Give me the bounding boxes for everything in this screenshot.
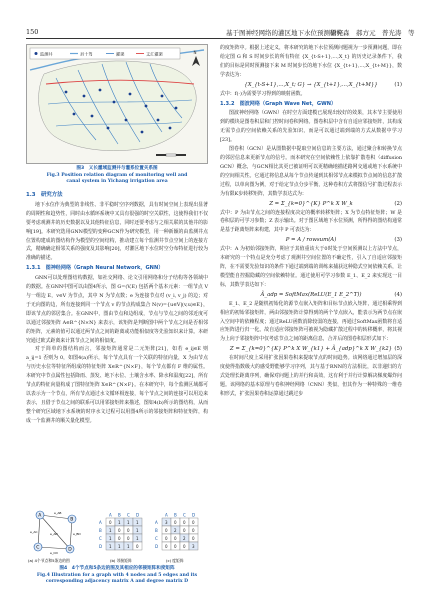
svg-text:N: N: [193, 50, 197, 55]
figure-3-caption: [26, 166, 208, 186]
degree-cell-value: 2: [174, 528, 177, 533]
node-a-label: A: [38, 513, 42, 519]
degree-col-header: D: [192, 512, 196, 518]
figure-4-caption: [26, 566, 208, 586]
adjacency-cell-value: 0: [127, 528, 130, 533]
adjacency-cell-value: 0: [118, 536, 121, 541]
degree-cell-value: 0: [174, 536, 177, 541]
adjacency-col-header: D: [136, 512, 140, 518]
edge-label-bd: e_BD: [73, 532, 81, 536]
adjacency-cell-value: 1: [136, 520, 139, 525]
degree-cell-value: 0: [165, 536, 168, 541]
right-paragraph-4: 式中：P 为由节点之间的连接程度决定的概率转移矩阵；X 为节点特征矩阵；W 是卷积层的可学习参数；Z 表示输出。对于图区域地下水位预测，所得得的图结构通常是基于距离矩阵来构建，其中 P 可表达为：: [220, 209, 402, 234]
degree-cell-value: 0: [165, 544, 168, 549]
degree-col-header: A: [165, 512, 168, 518]
equation-5-body: Z = Σ_{k=0}^{K} P^k X W_{k1} + Ã_{adp}^k X W_{k2}: [229, 346, 393, 353]
legend-well-icon: [35, 52, 38, 55]
adjacency-row-header: C: [99, 536, 102, 541]
adjacency-col-header: A: [109, 512, 112, 518]
equation-2: [220, 199, 402, 209]
equation-3-number: (3): [394, 237, 402, 244]
equation-5-number: (5): [394, 346, 402, 353]
figure-3-caption-en-1: Fig.3 Position relation diagram of monitoring well and: [46, 172, 188, 178]
section-1-3-2-heading: 1.3.2 图波网络（Graph Wave Net，GWN）: [220, 100, 337, 107]
equation-3-body: P = A / rowsum(A): [285, 237, 337, 244]
node-b-label: B: [70, 517, 74, 523]
left-paragraph-2: GNN可以处理图结构数据，如社交网络、论文引用网络和分子结构等各领域中的数据。在GNN中图可以由图4所示，图 G=(V,E) 包括两个基本元素：一组节点 V 与一组边 E，v∈V 为节点，其中 N 为节点数；e 为连接节点对 (v_i, v_j) 的边；对于无向图的边，所有连接到同一个节点 v 的节点构成集合 N(v)={u∈V|(v,u)∈E}，即该节点的邻居集合。在GNN中，图由节点和边组成，节点与节点之间的邻近度可以通过邻接矩阵 A∈R^{N×N} 来表示，该矩阵是判断图中两个节点之间是否相邻的矩阵，元素的值可以通过两节点之间的距离或功能相似度等先验知识来计算。本研究通过欧式距离来计算节点之间的相似度。: [26, 275, 208, 344]
degree-cell-value: 0: [165, 528, 168, 533]
right-paragraph-5: 式中：A 为初始邻接矩阵，期应于其值重该大于0时处于空间预测以上方法中节点，本研究的一个特点是充分考虑了观测井空间位置的不确定性，引入了自适应邻接矩阵，在不需要先验知识的条件下通过端到端的训练来捕获这种隐式空间依赖关系，让模型能自控掘隐藏的空间依赖特征。通过使用可学习参数 E_1、E_2 来实现这一目标，其数学表达如下：: [220, 246, 402, 288]
adjacency-cell-value: 1: [109, 544, 112, 549]
figure-3-caption-en-2: canal system in Yichang irrigation area: [66, 179, 168, 185]
subcaption-c: (c) 度矩阵: [166, 558, 184, 563]
adjacency-col-header: C: [127, 512, 130, 518]
degree-row-header: A: [155, 520, 158, 525]
edge-label-ab: e_AB: [54, 511, 62, 515]
degree-row-header: C: [155, 536, 158, 541]
adjacency-cell-value: 1: [118, 544, 121, 549]
left-column: [26, 190, 208, 426]
right-paragraph-1: 的度矩阵中。根据上述定义，将本研究的地下水位预测问题视为一步预测问题，即在给定图 G 和 S 时间步长的所有特征 {X_{t-S+1},...,X_t} 的历史记录条件下，我们的目标是同时预测接下来 M 时间步长的地下水位 {X_{t+1},...,X_{t+M}}，数学表达为：: [220, 45, 402, 78]
degree-cell-value: 0: [192, 520, 195, 525]
equation-4-body: Ã_adp = SoftMax(ReLU(E_1 E_2^T)): [260, 291, 362, 298]
header-authors: 徐梓森 郝方元 普光涛 等: [330, 29, 415, 37]
legend-label-main-canal: 文汇灌渠: [146, 51, 163, 57]
equation-4: [220, 290, 402, 300]
header-rule: [26, 38, 401, 39]
degree-cell-value: 3: [165, 520, 168, 525]
degree-cell-value: 0: [183, 544, 186, 549]
degree-cell-value: 0: [192, 528, 195, 533]
equation-1-body: {X_{t-S+1},...,X_t; G} → {X_{t+1},...,X_{t+M}}: [244, 81, 378, 88]
subcaption-a: (a) 4个节点和5条边的图: [28, 558, 70, 563]
figure-4-caption-en-1: Fig.4 Illustration for a graph with 4 nodes and 5 edges and its: [36, 572, 198, 578]
running-title: 基于图神经网络的灌区地下水位预测研究: [226, 29, 343, 37]
legend-label-county: 县十驾: [80, 51, 93, 57]
figure-3: [26, 44, 208, 164]
scale-bar-icon: [156, 154, 186, 156]
adjacency-row-header: A: [99, 520, 102, 525]
section-1-3-1-heading: 1.3.1 图神经网络（Graph Neural Network，GNN）: [26, 265, 164, 272]
edge-label-ad: e_AD: [50, 532, 58, 536]
adjacency-cell-value: 1: [127, 520, 130, 525]
page-number: 150: [26, 28, 39, 36]
node-c-label: C: [36, 545, 40, 551]
degree-cell-value: 0: [174, 544, 177, 549]
map-figure: [26, 44, 208, 164]
degree-row-header: D: [155, 544, 159, 549]
equation-1-number: (1): [394, 81, 402, 88]
figure-3-caption-cn: 图3 义长灌域监测井与灌系位置关系图: [76, 166, 158, 171]
left-paragraph-1: 地下水位作为典型的非线性、非平稳时空序列数据，具有时间空间上表现出显著的周期性和趋势性，同时由水循环系统中又具有很强的时空关联性，这使得我们不仅要考虑观测井的历史数据以及其他特征信息，同时还要考虑与之相关联的其他井的影响[19]。本研究选用GNN模型的变种GCN作为研究模型，用一种新颖的由监测井点位置构建成的图结构作为模型的空间结构，推动建立每个监测井节点空间上的连接方式，精确确定相邻关系的强度及其影响[20]，对灌区地下水位时空分布特征进行较为准确的描述。: [26, 201, 208, 262]
adjacency-row-header: B: [99, 528, 102, 533]
legend-label-well: 监测井: [40, 51, 53, 57]
degree-cell-value: 2: [183, 536, 186, 541]
figure-4: [26, 507, 208, 565]
right-paragraph-6: E_1、E_2 是随机初始化的源节点嵌入矩阵和目标节点嵌入矩阵，通过相乘得到相应的初始邻接矩阵，两由邻接矩阵计算得到的两个节点嵌入，能表示为两节点在嵌入空间中的依赖程度；通过ReLU函数消除较弱的连接，再通过SoftMax函数将自适应矩阵进行归一化。故自适应邻接矩阵可被视为隐藏扩散过程中的转移概率，将其视为上向于邻接矩阵中仅考虑节点之间的距离信息，合并后的图卷积层形式如下：: [220, 300, 402, 343]
right-paragraph-2: 图波神经网络（GWN）在时空方面建模已展现出较好的效果，其本节主要使用到的模块是图卷积层和门控时间卷积网络。图卷积层中含有自适应邻接矩阵，其构成无需节点的空间依赖关系的先验知识，而是可以通过端到端的方式从数据中学习[23]。: [220, 110, 402, 144]
adjacency-cell-value: 1: [127, 544, 130, 549]
legend-label-canal: 灌渠: [116, 51, 125, 57]
equation-2-number: (2): [394, 200, 402, 207]
equation-2-body: Z = Σ_{k=0}^{K} P^k X W_k: [269, 200, 353, 207]
adjacency-cell-value: 0: [109, 520, 112, 525]
adjacency-cell-value: 1: [136, 528, 139, 533]
equation-5: [220, 344, 402, 354]
figure-4-caption-en-2: corresponding adjacency matrix A and degree matrix D: [45, 579, 189, 585]
equation-1: [220, 80, 402, 90]
degree-col-header: C: [183, 512, 186, 518]
right-paragraph-3: 图卷积（GCN）是从图数据中提取空间信息的主要方法，通过聚合和转换节点的邻居信息来更新节点的信号。而本研究在空间依赖性上依靠扩散卷积（diffusion GCN）概念，与GCN相比其更已被证明可以更精确地描述路网交通或地下水系统中的空间相关性。它通过将信息从每个节点传递到其相邻节点来模拟节点间的信息扩散过程，以单向图为例，对于给定节点分步平衡，这种卷积方式将图信号扩散过程表示为有限K步转移矩阵，其数学表达式为：: [220, 146, 402, 197]
adjacency-col-header: B: [118, 512, 121, 518]
degree-cell-value: 0: [183, 528, 186, 533]
degree-cell-value: 0: [192, 536, 195, 541]
degree-col-header: B: [174, 512, 177, 518]
right-paragraph-1b: 式中：f(·)为需要学习得到的映射函数。: [220, 90, 306, 97]
equation-4-number: (4): [394, 291, 402, 298]
right-paragraph-7: 在时间尺度上采用扩张因果卷积来提取节点的时间趋势。该网络通过增加层的深度使得指数级大的感受野能够学习序列，其与基于RNN的方法相比，以非递归的方式处理长距离序列，确保对问题上的并行和高效，这有利于并行计算解决梯度爆炸问题。该网络的基本原理与卷积神经网络（CNN）类似，但其作为一种特殊的一维卷积形式，扩张因果卷积运算通过跳过步: [220, 355, 402, 397]
adjacency-cell-value: 0: [136, 544, 139, 549]
adjacency-cell-value: 1: [118, 520, 121, 525]
adjacency-cell-value: 1: [109, 528, 112, 533]
section-1-3-heading: 1.3 研究方法: [26, 192, 63, 198]
subcaption-b: (b) 邻接矩阵: [110, 558, 132, 563]
degree-cell-value: 0: [174, 520, 177, 525]
figure-4-caption-cn: 图4 4个节点和5条边的图及其相应的邻接矩阵和度矩阵: [59, 566, 175, 571]
degree-cell-value: 3: [192, 544, 195, 549]
edge-label-cd: e_CD: [50, 551, 58, 555]
left-paragraph-3: 对于简单的图结构而言，邻接矩阵通常是二元矩阵[21]，如若 e_ij∈E 则 a_ij=1 否则为 0，如图4(a)所示，每个节点具有一个关联的特征向量，X 为由节点与历史水位等特征所组成的特征矩阵 X∈R^{N×F}，每个节点都有 F 维的属性。本研究中节点属性包括降雨、蒸发、地下水位、土壤含水率、降水和温度[22]，所有节点的特征向量构成了图特征矩阵 X∈R^{N×F}。在本研究中，每个监测区域都可以表示为一个节点，所有节点通过水文循环相连接，每个节点之间的连接可以用边来表示，且借于节点之间的联系可以用邻接矩阵来描述，图如4(b)所示的图结构，从而整个研究区域地下水系统的时序水文过程可以用图4所示的邻接矩阵和特征矩阵，构成一个监测井的顺关量化模型。: [26, 346, 208, 424]
degree-row-header: B: [155, 528, 158, 533]
degree-cell-value: 0: [183, 520, 186, 525]
adjacency-row-header: D: [99, 544, 103, 549]
adjacency-matrix: [99, 513, 142, 551]
degree-matrix: [155, 513, 198, 551]
edge-label-ac: e_AC: [30, 530, 38, 534]
adjacency-cell-value: 0: [127, 536, 130, 541]
right-column: [220, 44, 402, 399]
node-d-label: D: [68, 547, 72, 553]
adjacency-cell-value: 0: [118, 528, 121, 533]
equation-3: [220, 235, 402, 245]
adjacency-cell-value: 1: [109, 536, 112, 541]
adjacency-cell-value: 1: [136, 536, 139, 541]
